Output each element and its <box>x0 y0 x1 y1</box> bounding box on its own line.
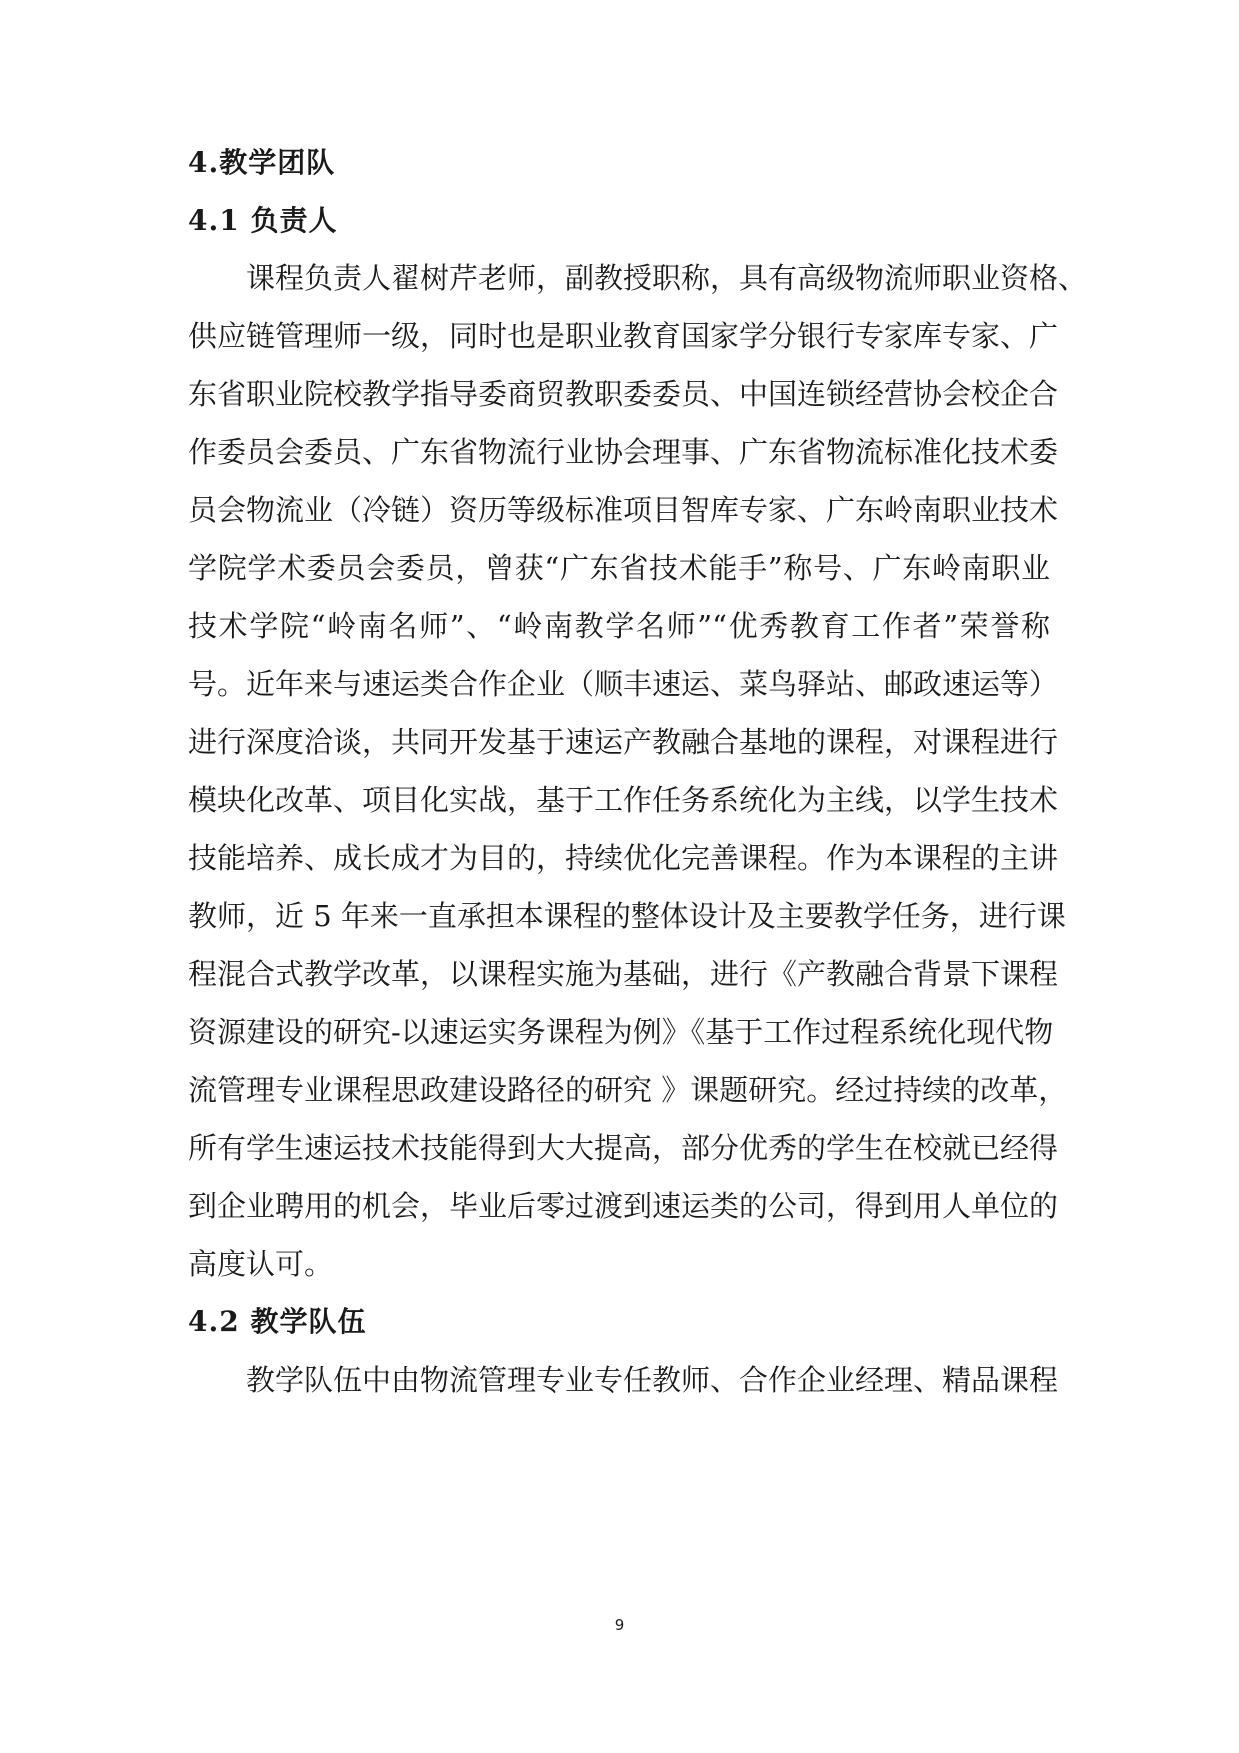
paragraph-line: 教学队伍中由物流管理专业专任教师、合作企业经理、精品课程 <box>246 1363 1059 1397</box>
paragraph-line: 学院学术委员会委员，曾获“广东省技术能手”称号、广东岭南职业 <box>188 551 1050 585</box>
section-heading-team: 4.2 教学队伍 <box>188 1305 367 1338</box>
paragraph-line: 高度认可。 <box>188 1247 334 1281</box>
paragraph-line: 所有学生速运技术技能得到大大提高，部分优秀的学生在校就已经得 <box>188 1131 1059 1165</box>
paragraph-line: 技能培养、成长成才为目的，持续优化完善课程。作为本课程的主讲 <box>188 841 1059 875</box>
paragraph-line: 模块化改革、项目化实战，基于工作任务系统化为主线，以学生技术 <box>188 783 1059 817</box>
paragraph-line: 技术学院“岭南名师”、“岭南教学名师”“优秀教育工作者”荣誉称 <box>188 609 1050 643</box>
paragraph-line: 资源建设的研究-以速运实务课程为例》《基于工作过程系统化现代物 <box>188 1015 1054 1049</box>
paragraph-line: 进行深度洽谈，共同开发基于速运产教融合基地的课程，对课程进行 <box>188 725 1059 759</box>
paragraph-line: 作委员会委员、广东省物流行业协会理事、广东省物流标准化技术委 <box>188 435 1059 469</box>
paragraph-line: 员会物流业（冷链）资历等级标准项目智库专家、广东岭南职业技术 <box>188 493 1059 527</box>
paragraph-line: 教师，近 5 年来一直承担本课程的整体设计及主要教学任务，进行课 <box>188 899 1066 933</box>
paragraph-line: 课程负责人翟树芹老师，副教授职称，具有高级物流师职业资格、 <box>246 261 1088 295</box>
paragraph-line: 供应链管理师一级，同时也是职业教育国家学分银行专家库专家、广 <box>188 319 1059 353</box>
paragraph-line: 到企业聘用的机会，毕业后零过渡到速运类的公司，得到用人单位的 <box>188 1189 1059 1223</box>
paragraph-line: 东省职业院校教学指导委商贸教职委委员、中国连锁经营协会校企合 <box>188 377 1059 411</box>
page-number: 9 <box>614 1616 625 1634</box>
section-heading-leader: 4.1 负责人 <box>188 204 338 237</box>
paragraph-line: 流管理专业课程思政建设路径的研究 》课题研究。经过持续的改革， <box>188 1073 1068 1107</box>
paragraph-line: 号。近年来与速运类合作企业（顺丰速运、菜鸟驿站、邮政速运等） <box>188 667 1059 701</box>
paragraph-line: 程混合式教学改革，以课程实施为基础，进行《产教融合背景下课程 <box>188 957 1059 991</box>
section-heading-teaching-team: 4.教学团队 <box>188 146 336 179</box>
